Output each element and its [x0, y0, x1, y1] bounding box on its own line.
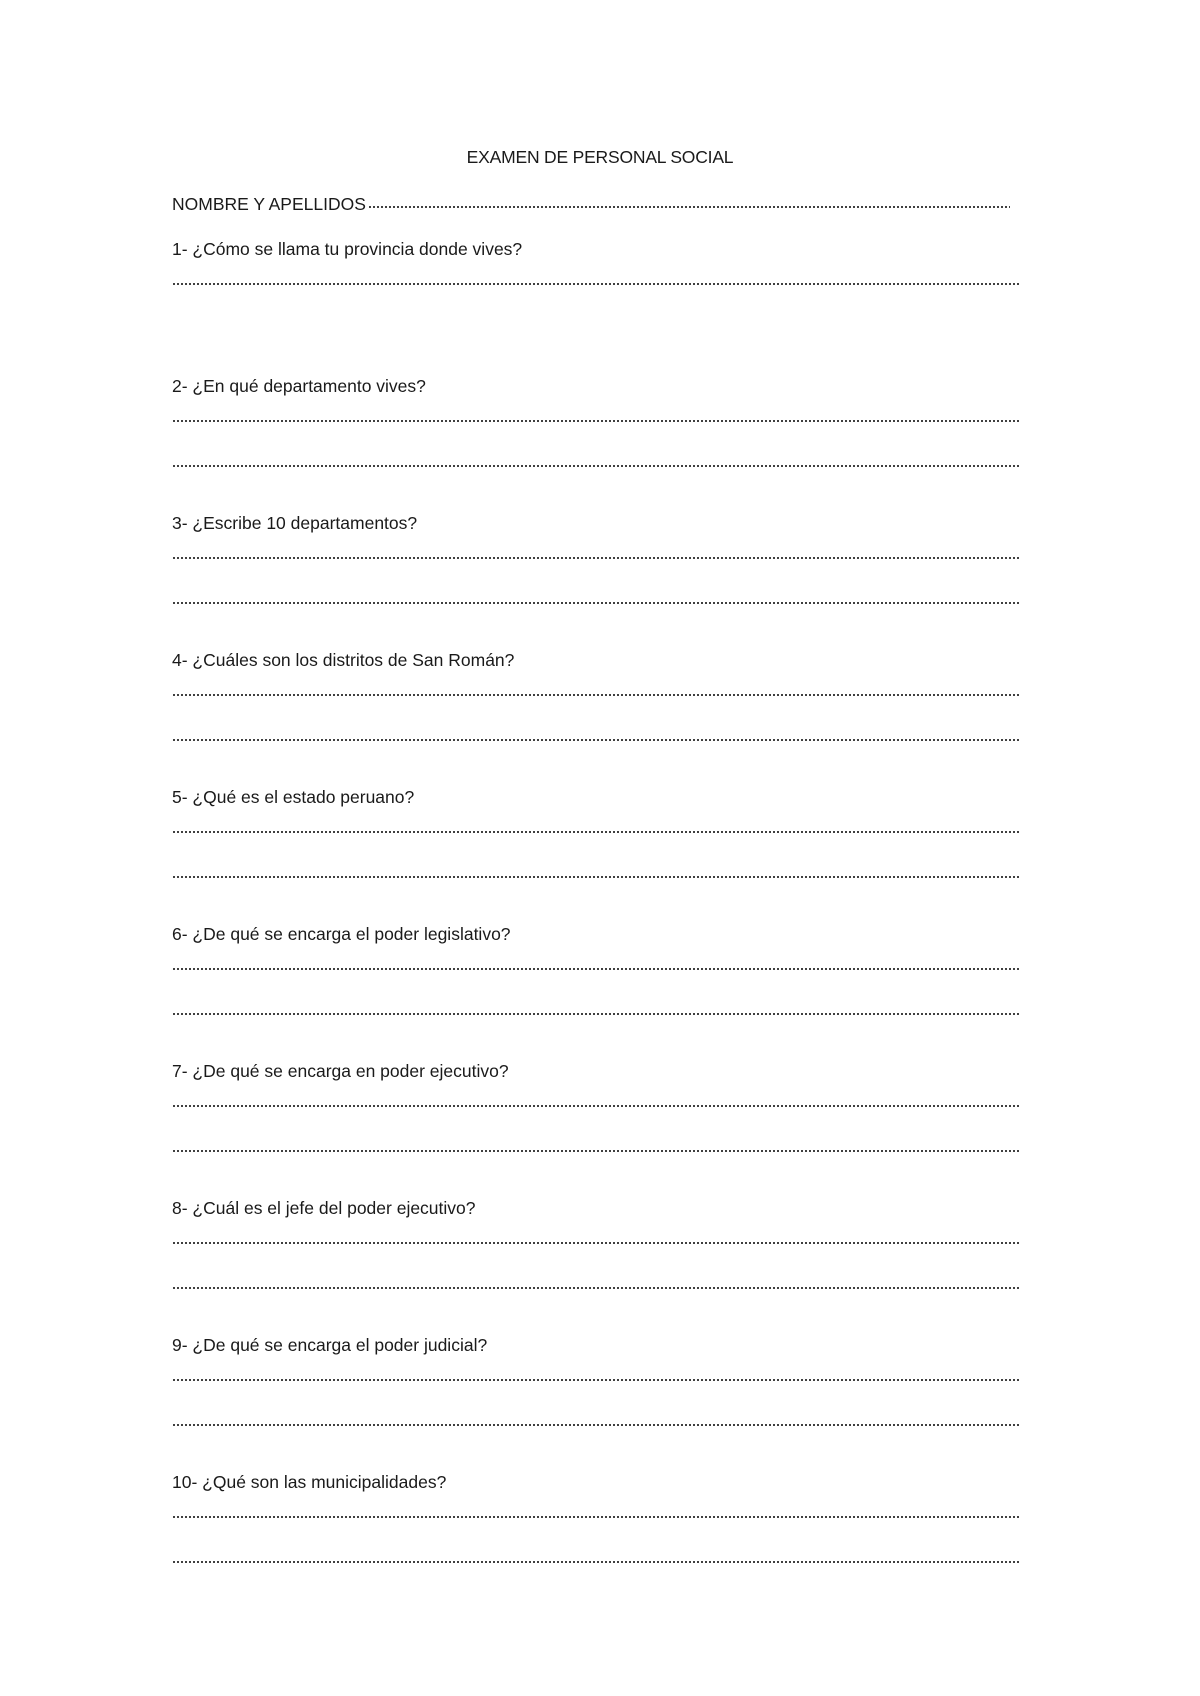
answer-line[interactable] — [172, 693, 1020, 697]
question-item — [172, 1334, 1020, 1471]
question-item — [172, 1471, 1020, 1608]
question-text: 6- ¿De qué se encarga el poder legislativo? — [172, 924, 511, 944]
question-text: 8- ¿Cuál es el jefe del poder ejecutivo? — [172, 1198, 476, 1218]
name-field[interactable] — [172, 193, 1010, 215]
question-text: 7- ¿De qué se encarga en poder ejecutivo? — [172, 1061, 509, 1081]
answer-line[interactable] — [172, 282, 1020, 286]
question-text: 9- ¿De qué se encarga el poder judicial? — [172, 1335, 488, 1355]
question-item — [172, 238, 1020, 375]
question-item — [172, 649, 1020, 786]
answer-line[interactable] — [172, 601, 1020, 605]
question-item — [172, 786, 1020, 923]
answer-line[interactable] — [172, 1104, 1020, 1108]
question-text: 5- ¿Qué es el estado peruano? — [172, 787, 415, 807]
question-text: 1- ¿Cómo se llama tu provincia donde vives? — [172, 239, 523, 259]
answer-line[interactable] — [172, 1423, 1020, 1427]
answer-line[interactable] — [172, 464, 1020, 468]
answer-line[interactable] — [172, 738, 1020, 742]
question-item — [172, 375, 1020, 512]
name-label: NOMBRE Y APELLIDOS — [172, 194, 366, 214]
answer-line[interactable] — [172, 967, 1020, 971]
question-item — [172, 1060, 1020, 1197]
answer-line[interactable] — [172, 1241, 1020, 1245]
answer-line[interactable] — [172, 556, 1020, 560]
page-title: EXAMEN DE PERSONAL SOCIAL — [466, 147, 734, 167]
question-text: 10- ¿Qué son las municipalidades? — [172, 1472, 447, 1492]
question-text: 2- ¿En qué departamento vives? — [172, 376, 426, 396]
question-item — [172, 512, 1020, 649]
question-text: 3- ¿Escribe 10 departamentos? — [172, 513, 418, 533]
answer-line[interactable] — [172, 1149, 1020, 1153]
question-text: 4- ¿Cuáles son los distritos de San Román? — [172, 650, 515, 670]
answer-line[interactable] — [172, 1560, 1020, 1564]
question-item — [172, 1197, 1020, 1334]
question-list — [172, 238, 1020, 1608]
answer-line[interactable] — [172, 419, 1020, 423]
name-answer-line[interactable] — [368, 204, 1010, 210]
answer-line[interactable] — [172, 830, 1020, 834]
answer-line[interactable] — [172, 1286, 1020, 1290]
answer-line[interactable] — [172, 1515, 1020, 1519]
answer-line[interactable] — [172, 1378, 1020, 1382]
answer-line[interactable] — [172, 875, 1020, 879]
answer-line[interactable] — [172, 1012, 1020, 1016]
question-item — [172, 923, 1020, 1060]
